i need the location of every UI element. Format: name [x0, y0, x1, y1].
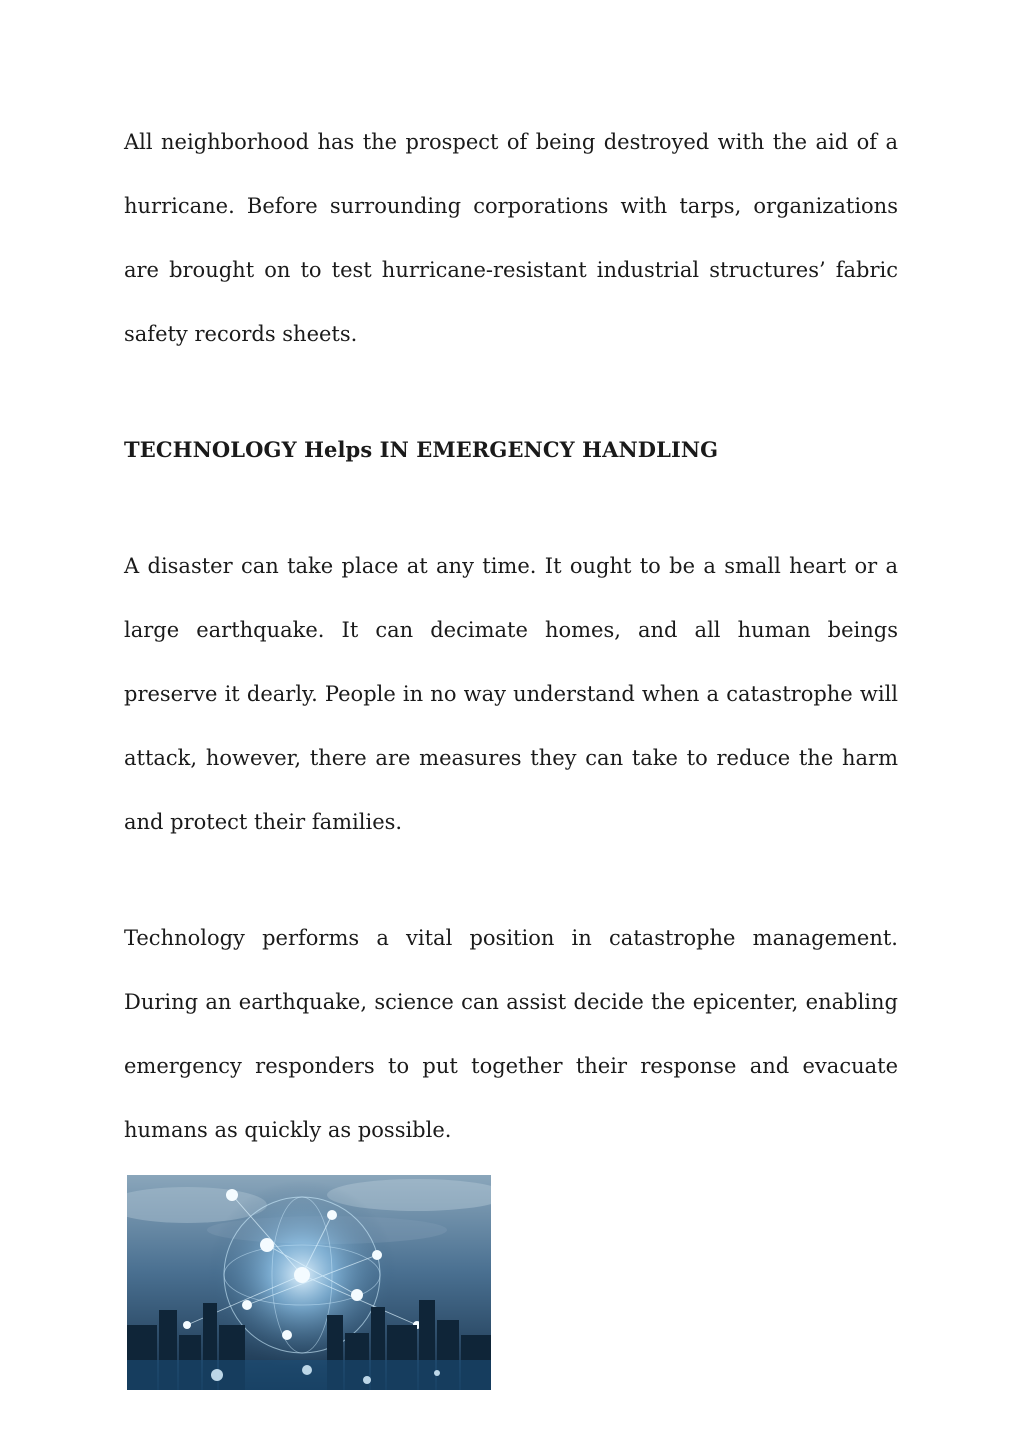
section-heading: TECHNOLOGY Helps IN EMERGENCY HANDLING [124, 437, 719, 462]
technology-network-image [127, 1175, 491, 1390]
paragraph-technology: Technology performs a vital position in catastrophe management. During an earthquake, science can assist decide the epicenter, enabling emergency responders to put together their response and evacuate humans as quickly as possible. [124, 926, 898, 1142]
paragraph-hurricane: All neighborhood has the prospect of being destroyed with the aid of a hurricane. Before surrounding corporations with tarps, organizations are brought on to test hurricane-resistant industrial structures’ fabric safety records sheets. [124, 130, 898, 346]
city-network-illustration [127, 1175, 491, 1390]
paragraph-disaster: A disaster can take place at any time. It ought to be a small heart or a large earthquake. It can decimate homes, and all human beings preserve it dearly. People in no way understand when a catastrophe will attack, however, there are measures they can take to reduce the harm and protect their families. [124, 554, 898, 834]
document-body [124, 110, 898, 1162]
